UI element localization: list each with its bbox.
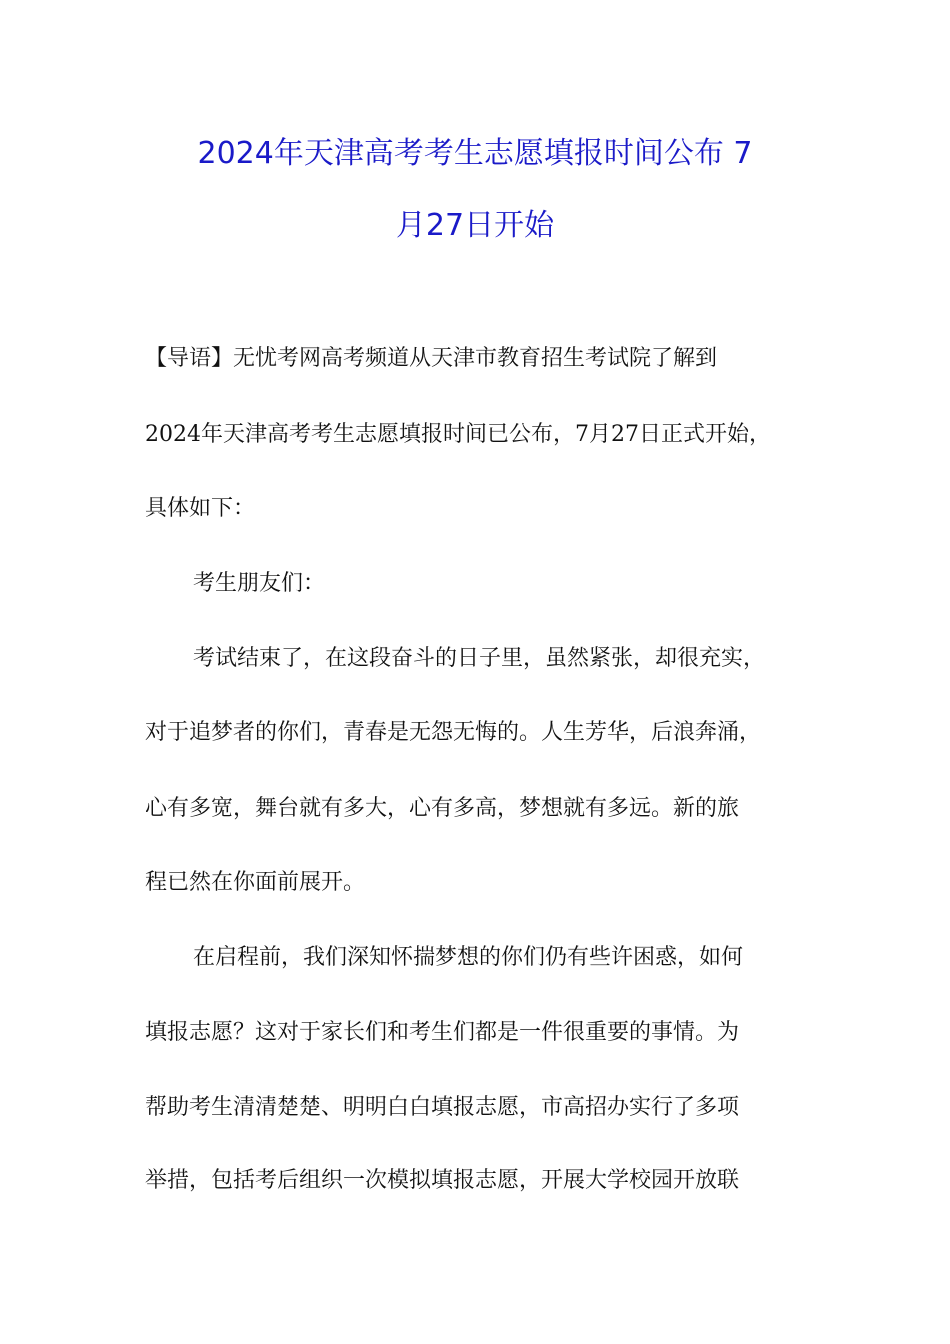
- document-title-line-1: 2024年天津高考考生志愿填报时间公布 7: [197, 136, 753, 171]
- document-title-line-2: 月27日开始: [395, 208, 555, 243]
- paragraph-line: 在启程前，我们深知怀揣梦想的你们仍有些许困惑，如何: [193, 945, 744, 970]
- paragraph-line: 对于追梦者的你们，青春是无怨无悔的。人生芳华，后浪奔涌，: [145, 720, 762, 745]
- paragraph-line: 心有多宽，舞台就有多大，心有多高，梦想就有多远。新的旅: [145, 796, 740, 821]
- paragraph-line: 2024年天津高考考生志愿填报时间已公布，7月27日正式开始，: [145, 422, 771, 447]
- paragraph-line: 【导语】无忧考网高考频道从天津市教育招生考试院了解到: [145, 346, 718, 371]
- paragraph-line: 填报志愿？这对于家长们和考生们都是一件很重要的事情。为: [145, 1020, 740, 1045]
- paragraph-line: 考试结束了，在这段奋斗的日子里，虽然紧张，却很充实，: [193, 646, 766, 671]
- paragraph-line: 帮助考生清清楚楚、明明白白填报志愿，市高招办实行了多项: [145, 1095, 740, 1120]
- paragraph-line: 具体如下：: [145, 496, 256, 521]
- paragraph-line: 举措，包括考后组织一次模拟填报志愿，开展大学校园开放联: [145, 1168, 740, 1193]
- paragraph-line: 考生朋友们：: [193, 571, 326, 596]
- paragraph-line: 程已然在你面前展开。: [145, 870, 366, 895]
